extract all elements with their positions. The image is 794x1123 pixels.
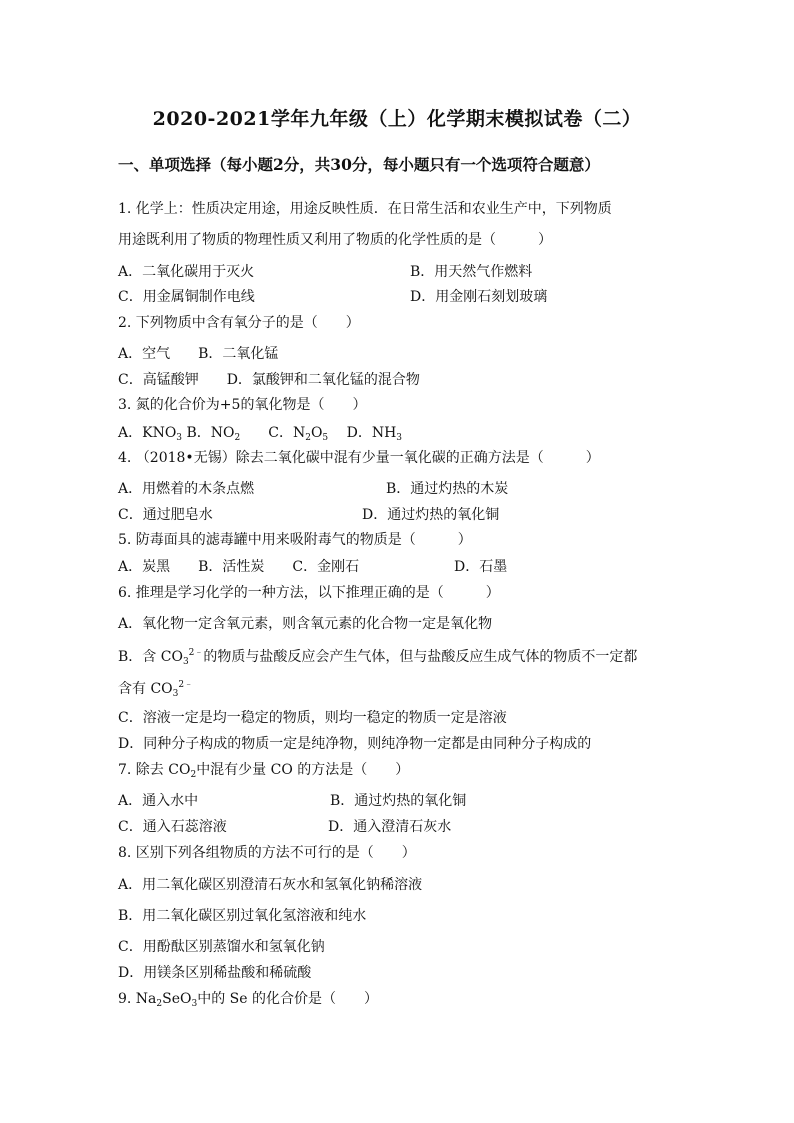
- page-title: 2020-2021学年九年级（上）化学期末模拟试卷（二）: [152, 108, 642, 130]
- q7-stem-text: 7. 除去 CO: [118, 762, 191, 778]
- q3-stem: 3. 氮的化合价为+5的氧化物是（ ）: [118, 397, 367, 413]
- q6-b-sub: 3: [182, 657, 189, 667]
- q6-option-c: C．溶液一定是均一稳定的物质，则均一稳定的物质一定是溶液: [118, 710, 507, 726]
- q6-option-a: A．氧化物一定含氧元素，则含氧元素的化合物一定是氧化物: [118, 616, 493, 632]
- q3-d-text: D．NH: [328, 425, 397, 441]
- q2-options-cd: C．高锰酸钾 D．氯酸钾和二氧化锰的混合物: [118, 372, 420, 388]
- q3-a-sub: 3: [176, 433, 183, 443]
- q3-b-sub: 2: [234, 433, 241, 443]
- q3-c-mid: O: [310, 425, 323, 441]
- q2-options-ab: A．空气 B．二氧化锰: [118, 346, 279, 362]
- q8-option-a: A．用二氧化碳区别澄清石灰水和氢氧化钠稀溶液: [118, 877, 423, 893]
- q1-option-d: D．用金刚石刻划玻璃: [410, 289, 548, 305]
- q7-stem-sub: 2: [190, 770, 197, 780]
- q6-option-b: [118, 645, 637, 667]
- q3-c-sub1: 2: [305, 433, 311, 443]
- q3-b-text: B．NO: [182, 425, 235, 441]
- q5-stem: 5. 防毒面具的滤毒罐中用来吸附毒气的物质是（ ）: [118, 532, 472, 548]
- q4-option-a: A．用燃着的木条点燃: [118, 481, 255, 497]
- q7-option-b: B．通过灼热的氧化铜: [330, 793, 467, 809]
- q1-stem-line2: 用途既利用了物质的物理性质又利用了物质的化学性质的是（ ）: [118, 232, 552, 248]
- q9-sub2: 3: [191, 999, 198, 1009]
- q6-b2-sup: 2﹣: [178, 680, 194, 690]
- q5-option-d: D．石墨: [454, 559, 508, 575]
- q8-option-c: C．用酚酞区别蒸馏水和氢氧化钠: [118, 939, 325, 955]
- q1-stem-line1: 1. 化学上：性质决定用途，用途反映性质．在日常生活和农业生产中，下列物质: [118, 201, 612, 217]
- q4-option-d: D．通过灼热的氧化铜: [362, 507, 500, 523]
- q4-option-c: C．通过肥皂水: [118, 507, 213, 523]
- q8-stem: 8. 区别下列各组物质的方法不可行的是（ ）: [118, 845, 416, 861]
- q6-b-sup: 2﹣: [188, 648, 204, 658]
- q9-text: 9. Na: [118, 991, 157, 1007]
- q1-option-b: B．用天然气作燃料: [410, 264, 533, 280]
- q6-option-d: D．同种分子构成的物质一定是纯净物，则纯净物一定都是由同种分子构成的: [118, 736, 592, 752]
- q9-mid: SeO: [162, 991, 192, 1007]
- q7-option-c: C．通入石蕊溶液: [118, 819, 227, 835]
- q4-stem: 4. （2018•无锡）除去二氧化碳中混有少量一氧化碳的正确方法是（ ）: [118, 450, 600, 466]
- q8-option-b: B．用二氧化碳区别过氧化氢溶液和纯水: [118, 908, 367, 924]
- q3-a-text: A．KNO: [118, 425, 177, 441]
- q4-option-b: B．通过灼热的木炭: [386, 481, 509, 497]
- q3-options: [118, 422, 402, 443]
- q5-options-abc: A．炭黑 B．活性炭 C．金刚石: [118, 559, 360, 575]
- q6-option-b-cont: [118, 677, 193, 699]
- q9-stem: [118, 988, 378, 1009]
- q7-option-a: A．通入水中: [118, 793, 199, 809]
- q3-c-text: C．N: [240, 425, 306, 441]
- q9-sub1: 2: [156, 999, 163, 1009]
- q3-c-sub2: 5: [322, 433, 329, 443]
- q6-b2-text: 含有 CO: [118, 681, 173, 697]
- q6-stem: 6. 推理是学习化学的一种方法，以下推理正确的是（ ）: [118, 585, 500, 601]
- q6-b-text: B．含 CO: [118, 649, 183, 665]
- q9-rest: 中的 Se 的化合价是（ ）: [197, 991, 379, 1007]
- q8-option-d: D．用镁条区别稀盐酸和稀硫酸: [118, 965, 312, 981]
- q6-b2-sub: 3: [172, 689, 179, 699]
- q2-stem: 2. 下列物质中含有氧分子的是（ ）: [118, 315, 360, 331]
- q1-option-c: C．用金属铜制作电线: [118, 289, 255, 305]
- q1-option-a: A．二氧化碳用于灭火: [118, 264, 255, 280]
- q3-d-sub: 3: [396, 433, 403, 443]
- q6-b-rest: 的物质与盐酸反应会产生气体，但与盐酸反应生成气体的物质不一定都: [203, 649, 638, 665]
- q7-stem-rest: 中混有少量 CO 的方法是（ ）: [196, 762, 410, 778]
- section-heading: 一、单项选择（每小题2分，共30分，每小题只有一个选项符合题意）: [118, 155, 600, 174]
- q7-option-d: D．通入澄清石灰水: [328, 819, 452, 835]
- q7-stem: [118, 759, 409, 780]
